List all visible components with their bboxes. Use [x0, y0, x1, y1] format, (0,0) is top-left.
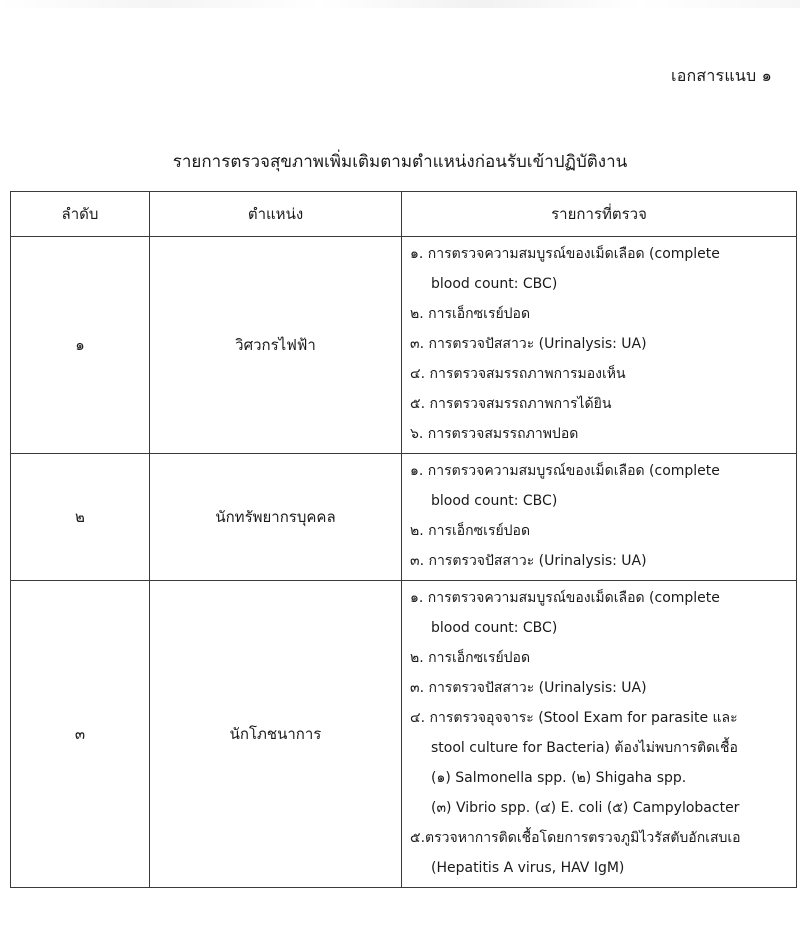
row-position: นักโภชนาการ	[150, 581, 402, 888]
document-title: รายการตรวจสุขภาพเพิ่มเติมตามตำแหน่งก่อนรับเข้าปฏิบัติงาน	[172, 152, 628, 172]
exam-item-continued: blood count: CBC)	[431, 620, 558, 636]
header-position: ตำแหน่ง	[150, 192, 402, 237]
exam-item: ๕. การตรวจสมรรถภาพการได้ยิน	[410, 396, 612, 412]
table-row	[11, 237, 797, 454]
row-exam-items	[402, 454, 797, 581]
exam-item-continued: stool culture for Bacteria) ต้องไม่พบการติดเชื้อ	[431, 740, 738, 756]
row-position: วิศวกรไฟฟ้า	[150, 237, 402, 454]
exam-item: ๒. การเอ็กซเรย์ปอด	[410, 523, 531, 539]
row-exam-items	[402, 581, 797, 888]
exam-item: ๑. การตรวจความสมบูรณ์ของเม็ดเลือด (complete	[410, 463, 720, 479]
row-number: ๒	[11, 454, 150, 581]
exam-item: ๒. การเอ็กซเรย์ปอด	[410, 650, 531, 666]
row-number: ๑	[11, 237, 150, 454]
table-row	[11, 581, 797, 888]
exam-item-continued: blood count: CBC)	[431, 276, 558, 292]
exam-item: ๓. การตรวจปัสสาวะ (Urinalysis: UA)	[410, 680, 647, 696]
exam-item: ๔. การตรวจสมรรถภาพการมองเห็น	[410, 366, 626, 382]
row-position: นักทรัพยากรบุคคล	[150, 454, 402, 581]
header-order: ลำดับ	[11, 192, 150, 237]
scan-edge-artifact	[0, 0, 800, 8]
attachment-reference: เอกสารแนบ ๑	[671, 66, 772, 85]
exam-item: ๓. การตรวจปัสสาวะ (Urinalysis: UA)	[410, 336, 647, 352]
exam-item: ๖. การตรวจสมรรถภาพปอด	[410, 426, 579, 442]
exam-item: ๓. การตรวจปัสสาวะ (Urinalysis: UA)	[410, 553, 647, 569]
exam-item-continued: (๑) Salmonella spp. (๒) Shigaha spp.	[431, 770, 687, 786]
table-row	[11, 454, 797, 581]
exam-item: ๑. การตรวจความสมบูรณ์ของเม็ดเลือด (complete	[410, 590, 720, 606]
health-exam-table	[10, 191, 797, 888]
header-exam-items: รายการที่ตรวจ	[402, 192, 797, 237]
row-exam-items	[402, 237, 797, 454]
exam-item: ๒. การเอ็กซเรย์ปอด	[410, 306, 531, 322]
exam-item: ๑. การตรวจความสมบูรณ์ของเม็ดเลือด (complete	[410, 246, 720, 262]
table-header-row	[11, 192, 797, 237]
exam-item-continued: (๓) Vibrio spp. (๔) E. coli (๕) Campylobacter	[431, 800, 740, 816]
exam-item: ๔. การตรวจอุจจาระ (Stool Exam for parasite และ	[410, 710, 738, 726]
row-number: ๓	[11, 581, 150, 888]
exam-item-continued: blood count: CBC)	[431, 493, 558, 509]
exam-item-continued: (Hepatitis A virus, HAV IgM)	[431, 860, 625, 876]
exam-item: ๕.ตรวจหาการติดเชื้อโดยการตรวจภูมิไวรัสตับอักเสบเอ	[410, 830, 741, 846]
